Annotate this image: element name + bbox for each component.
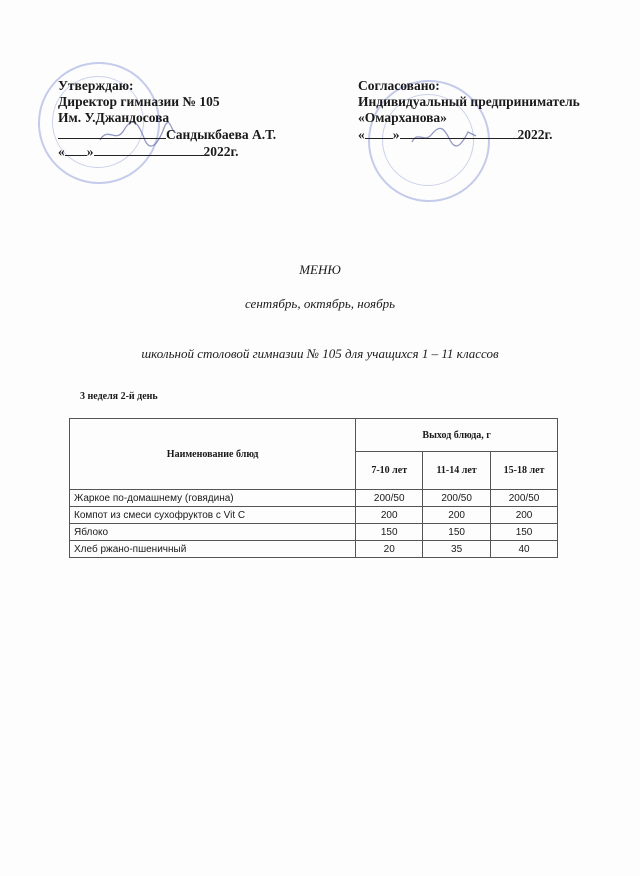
- table-row: [70, 524, 558, 541]
- portion-11-14: 200: [423, 507, 491, 524]
- portion-15-18: 150: [491, 524, 558, 541]
- portion-7-10: 200/50: [356, 490, 423, 507]
- agreed-date-line: [358, 126, 580, 143]
- week-label: 3 неделя 2-й день: [80, 391, 158, 402]
- signature-blank: [58, 126, 166, 139]
- approval-signer: Сандыкбаева А.Т.: [166, 127, 277, 142]
- agreed-company: «Омарханова»: [358, 110, 447, 125]
- day-blank: [65, 143, 87, 156]
- date-quote-open: «: [358, 127, 365, 142]
- portion-7-10: 20: [356, 541, 423, 558]
- table-row: [70, 507, 558, 524]
- portion-11-14: 35: [423, 541, 491, 558]
- header-age-3: 15-18 лет: [491, 452, 558, 490]
- portion-15-18: 40: [491, 541, 558, 558]
- day-blank: [365, 126, 393, 139]
- date-quote-close: »: [392, 127, 400, 142]
- dish-name: Компот из смеси сухофруктов с Vit C: [70, 507, 356, 524]
- month-blank: [94, 143, 204, 156]
- agreed-position: Индивидуальный предприниматель: [358, 94, 580, 109]
- portion-11-14: 200/50: [423, 490, 491, 507]
- portion-7-10: 150: [356, 524, 423, 541]
- agreed-year: 2022г.: [517, 127, 553, 142]
- document-title: МЕНЮ: [299, 262, 341, 277]
- approval-signature-line: [58, 126, 276, 143]
- portion-15-18: 200: [491, 507, 558, 524]
- menu-table: [69, 418, 558, 558]
- portion-7-10: 200: [356, 507, 423, 524]
- portion-11-14: 150: [423, 524, 491, 541]
- header-age-2: 11-14 лет: [423, 452, 491, 490]
- agreed-block: [358, 78, 580, 143]
- dish-name: Жаркое по-домашнему (говядина): [70, 490, 356, 507]
- header-dish-name: Наименование блюд: [70, 419, 356, 490]
- table-row: [70, 541, 558, 558]
- dish-name: Хлеб ржано-пшеничный: [70, 541, 356, 558]
- approval-block: [58, 78, 276, 160]
- date-quote-close: »: [86, 144, 94, 159]
- approval-school-name: Им. У.Джандосова: [58, 110, 170, 125]
- portion-15-18: 200/50: [491, 490, 558, 507]
- table-row: [70, 490, 558, 507]
- document-subtitle: школьной столовой гимназии № 105 для учащихся 1 – 11 классов: [141, 346, 499, 361]
- header-age-1: 7-10 лет: [356, 452, 423, 490]
- document-period: сентябрь, октябрь, ноябрь: [244, 296, 396, 311]
- month-blank: [400, 126, 518, 139]
- agreed-heading: Согласовано:: [358, 78, 440, 93]
- header-output: Выход блюда, г: [356, 419, 558, 452]
- approval-position: Директор гимназии № 105: [58, 94, 220, 109]
- approval-year: 2022г.: [203, 144, 239, 159]
- date-quote-open: «: [58, 144, 65, 159]
- approval-date-line: [58, 143, 276, 160]
- approval-heading: Утверждаю:: [58, 78, 134, 93]
- dish-name: Яблоко: [70, 524, 356, 541]
